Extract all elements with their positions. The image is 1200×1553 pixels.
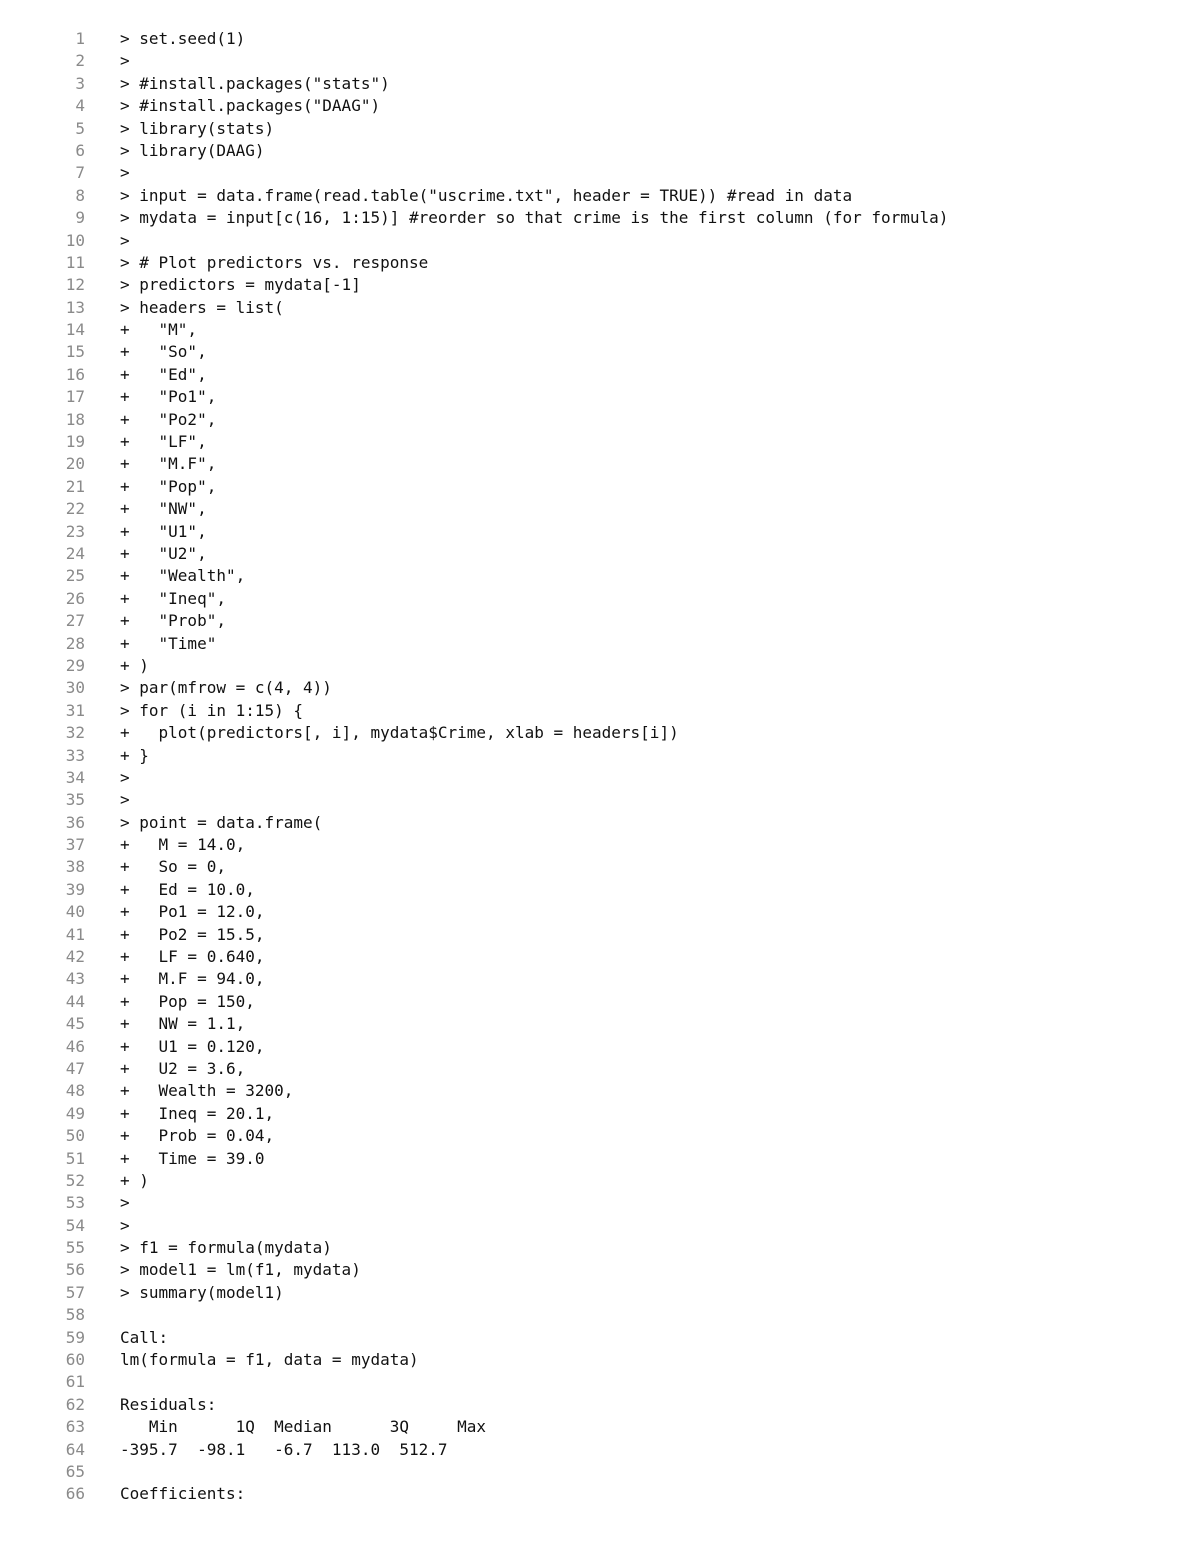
gutter-gap	[85, 1327, 120, 1349]
code-text: > headers = list(	[120, 297, 284, 317]
code-line	[0, 297, 1200, 319]
code-line	[0, 1416, 1200, 1438]
code-text: + Po1 = 12.0,	[120, 902, 265, 922]
line-number: 64	[65, 1439, 85, 1459]
code-line	[0, 185, 1200, 207]
code-line	[0, 252, 1200, 274]
line-number: 9	[75, 208, 85, 228]
line-number: 30	[65, 678, 85, 698]
code-text: + Ed = 10.0,	[120, 879, 255, 899]
code-text: >	[120, 163, 130, 183]
gutter-gap	[85, 856, 120, 878]
gutter-gap	[85, 655, 120, 677]
line-number: 13	[65, 297, 85, 317]
code-line	[0, 73, 1200, 95]
code-line	[0, 1349, 1200, 1371]
code-text: >	[120, 767, 130, 787]
code-text: + LF = 0.640,	[120, 947, 265, 967]
code-line	[0, 1439, 1200, 1461]
code-line	[0, 453, 1200, 475]
code-text: > model1 = lm(f1, mydata)	[120, 1260, 361, 1280]
line-number: 36	[65, 812, 85, 832]
code-text	[120, 1371, 1200, 1393]
code-line	[0, 207, 1200, 229]
line-number: 10	[65, 230, 85, 250]
code-text: >	[120, 1215, 130, 1235]
gutter-gap	[85, 991, 120, 1013]
gutter-gap	[85, 633, 120, 655]
gutter-gap	[85, 901, 120, 923]
gutter-gap	[85, 543, 120, 565]
code-line	[0, 498, 1200, 520]
code-line	[0, 1080, 1200, 1102]
gutter-gap	[85, 1036, 120, 1058]
gutter-gap	[85, 118, 120, 140]
line-number: 35	[65, 790, 85, 810]
line-number: 6	[75, 140, 85, 160]
code-text: + plot(predictors[, i], mydata$Crime, xlab = headers[i])	[120, 723, 679, 743]
line-number: 53	[65, 1193, 85, 1213]
code-line	[0, 50, 1200, 72]
code-text: + Ineq = 20.1,	[120, 1103, 275, 1123]
code-text: > library(DAAG)	[120, 140, 265, 160]
line-number: 11	[65, 252, 85, 272]
line-number: 54	[65, 1215, 85, 1235]
code-line	[0, 230, 1200, 252]
line-number: 57	[65, 1282, 85, 1302]
code-text: > #install.packages("DAAG")	[120, 96, 381, 116]
code-line	[0, 901, 1200, 923]
line-number: 66	[65, 1484, 85, 1504]
line-number: 31	[65, 700, 85, 720]
code-text: + "Prob",	[120, 611, 226, 631]
code-line	[0, 924, 1200, 946]
line-number: 12	[65, 275, 85, 295]
code-text: > # Plot predictors vs. response	[120, 252, 429, 272]
code-line	[0, 1483, 1200, 1505]
gutter-gap	[85, 386, 120, 408]
line-number: 28	[65, 633, 85, 653]
gutter-gap	[85, 1192, 120, 1214]
gutter-gap	[85, 968, 120, 990]
code-line	[0, 319, 1200, 341]
code-text: > par(mfrow = c(4, 4))	[120, 678, 332, 698]
gutter-gap	[85, 1304, 120, 1326]
code-text: Call:	[120, 1327, 169, 1347]
gutter-gap	[85, 521, 120, 543]
code-text: Residuals:	[120, 1394, 217, 1414]
gutter-gap	[85, 162, 120, 184]
code-text: + U2 = 3.6,	[120, 1058, 246, 1078]
code-line	[0, 1237, 1200, 1259]
gutter-gap	[85, 453, 120, 475]
line-number: 44	[65, 991, 85, 1011]
gutter-gap	[85, 1148, 120, 1170]
code-text: + Po2 = 15.5,	[120, 924, 265, 944]
code-line	[0, 834, 1200, 856]
gutter-gap	[85, 319, 120, 341]
gutter-gap	[85, 1125, 120, 1147]
code-line	[0, 677, 1200, 699]
code-line	[0, 162, 1200, 184]
line-number: 19	[65, 432, 85, 452]
line-number: 42	[65, 947, 85, 967]
code-text: > #install.packages("stats")	[120, 73, 390, 93]
code-line	[0, 1327, 1200, 1349]
gutter-gap	[85, 476, 120, 498]
gutter-gap	[85, 28, 120, 50]
line-number: 38	[65, 857, 85, 877]
line-number: 1	[75, 29, 85, 48]
code-line	[0, 1304, 1200, 1326]
gutter-gap	[85, 722, 120, 744]
code-text: + NW = 1.1,	[120, 1014, 246, 1034]
code-text: + "Ed",	[120, 364, 207, 384]
gutter-gap	[85, 185, 120, 207]
line-number: 7	[75, 163, 85, 183]
gutter-gap	[85, 341, 120, 363]
line-number: 48	[65, 1081, 85, 1101]
line-number: 26	[65, 588, 85, 608]
code-line	[0, 1058, 1200, 1080]
code-line	[0, 386, 1200, 408]
code-line	[0, 565, 1200, 587]
code-text: + M.F = 94.0,	[120, 969, 265, 989]
line-number: 18	[65, 409, 85, 429]
gutter-gap	[85, 431, 120, 453]
code-text: + "NW",	[120, 499, 207, 519]
line-number: 33	[65, 745, 85, 765]
code-text: + "U2",	[120, 543, 207, 563]
line-number: 50	[65, 1126, 85, 1146]
gutter-gap	[85, 252, 120, 274]
code-text: + Prob = 0.04,	[120, 1126, 275, 1146]
line-number: 51	[65, 1148, 85, 1168]
code-line	[0, 588, 1200, 610]
gutter-gap	[85, 73, 120, 95]
gutter-gap	[85, 1461, 120, 1483]
line-number: 46	[65, 1036, 85, 1056]
line-number: 41	[65, 924, 85, 944]
code-text: > predictors = mydata[-1]	[120, 275, 361, 295]
line-number: 23	[65, 521, 85, 541]
code-line	[0, 476, 1200, 498]
code-text: + "M",	[120, 320, 198, 340]
code-line	[0, 1394, 1200, 1416]
code-listing	[0, 28, 1200, 1506]
line-number: 5	[75, 118, 85, 138]
line-number: 15	[65, 342, 85, 362]
code-line	[0, 946, 1200, 968]
code-line	[0, 274, 1200, 296]
code-text: + "So",	[120, 342, 207, 362]
gutter-gap	[85, 1394, 120, 1416]
code-line	[0, 1259, 1200, 1281]
code-text: + "U1",	[120, 521, 207, 541]
code-line	[0, 1192, 1200, 1214]
code-line	[0, 1282, 1200, 1304]
code-text: + M = 14.0,	[120, 835, 246, 855]
gutter-gap	[85, 1013, 120, 1035]
code-line	[0, 968, 1200, 990]
code-line	[0, 28, 1200, 50]
gutter-gap	[85, 1237, 120, 1259]
gutter-gap	[85, 588, 120, 610]
code-text: + }	[120, 745, 149, 765]
code-line	[0, 341, 1200, 363]
gutter-gap	[85, 879, 120, 901]
line-number: 22	[65, 499, 85, 519]
code-text: > input = data.frame(read.table("uscrime.txt", header = TRUE)) #read in data	[120, 185, 853, 205]
gutter-gap	[85, 230, 120, 252]
code-line	[0, 722, 1200, 744]
code-line	[0, 140, 1200, 162]
code-line	[0, 610, 1200, 632]
code-line	[0, 1013, 1200, 1035]
gutter-gap	[85, 409, 120, 431]
gutter-gap	[85, 767, 120, 789]
line-number: 65	[65, 1462, 85, 1481]
code-line	[0, 856, 1200, 878]
gutter-gap	[85, 1215, 120, 1237]
code-line	[0, 879, 1200, 901]
line-number: 39	[65, 879, 85, 899]
gutter-gap	[85, 297, 120, 319]
line-number: 47	[65, 1058, 85, 1078]
code-text: >	[120, 230, 130, 250]
code-text: + "Po1",	[120, 387, 217, 407]
code-line	[0, 1461, 1200, 1483]
code-line	[0, 745, 1200, 767]
code-line	[0, 95, 1200, 117]
code-text: + Wealth = 3200,	[120, 1081, 294, 1101]
line-number: 56	[65, 1260, 85, 1280]
gutter-gap	[85, 834, 120, 856]
code-line	[0, 1215, 1200, 1237]
gutter-gap	[85, 1349, 120, 1371]
line-number: 45	[65, 1014, 85, 1034]
gutter-gap	[85, 745, 120, 767]
line-number: 29	[65, 655, 85, 675]
code-text: >	[120, 51, 130, 71]
code-line	[0, 767, 1200, 789]
line-number: 61	[65, 1372, 85, 1392]
line-number: 55	[65, 1238, 85, 1258]
line-number: 62	[65, 1394, 85, 1414]
code-text: > library(stats)	[120, 118, 275, 138]
gutter-gap	[85, 1259, 120, 1281]
code-text: > set.seed(1)	[120, 29, 246, 48]
line-number: 34	[65, 767, 85, 787]
line-number: 58	[65, 1305, 85, 1325]
gutter-gap	[85, 565, 120, 587]
line-number: 4	[75, 96, 85, 116]
code-text	[120, 1304, 1200, 1326]
gutter-gap	[85, 1439, 120, 1461]
gutter-gap	[85, 1371, 120, 1393]
code-line	[0, 409, 1200, 431]
line-number: 27	[65, 611, 85, 631]
code-text: + Time = 39.0	[120, 1148, 265, 1168]
gutter-gap	[85, 1170, 120, 1192]
line-number: 49	[65, 1103, 85, 1123]
code-line	[0, 364, 1200, 386]
code-line	[0, 789, 1200, 811]
gutter-gap	[85, 677, 120, 699]
gutter-gap	[85, 812, 120, 834]
line-number: 43	[65, 969, 85, 989]
code-text: lm(formula = f1, data = mydata)	[120, 1350, 419, 1370]
line-number: 59	[65, 1327, 85, 1347]
code-line	[0, 700, 1200, 722]
gutter-gap	[85, 1416, 120, 1438]
code-text: + )	[120, 1170, 149, 1190]
code-line	[0, 655, 1200, 677]
code-line	[0, 1371, 1200, 1393]
code-text: + U1 = 0.120,	[120, 1036, 265, 1056]
code-text: + "Pop",	[120, 476, 217, 496]
gutter-gap	[85, 498, 120, 520]
code-text: >	[120, 790, 130, 810]
code-text: + So = 0,	[120, 857, 226, 877]
code-text: > f1 = formula(mydata)	[120, 1238, 332, 1258]
gutter-gap	[85, 700, 120, 722]
line-number: 25	[65, 566, 85, 586]
code-line	[0, 991, 1200, 1013]
gutter-gap	[85, 140, 120, 162]
code-text: Coefficients:	[120, 1484, 246, 1504]
line-number: 52	[65, 1170, 85, 1190]
code-text: + "Wealth",	[120, 566, 246, 586]
code-text: + "Po2",	[120, 409, 217, 429]
line-number: 63	[65, 1417, 85, 1437]
gutter-gap	[85, 1058, 120, 1080]
line-number: 60	[65, 1350, 85, 1370]
code-text: > point = data.frame(	[120, 812, 323, 832]
gutter-gap	[85, 1483, 120, 1505]
gutter-gap	[85, 95, 120, 117]
gutter-gap	[85, 364, 120, 386]
gutter-gap	[85, 946, 120, 968]
code-text: Min 1Q Median 3Q Max	[120, 1417, 487, 1437]
code-line	[0, 1103, 1200, 1125]
line-number: 2	[75, 51, 85, 71]
code-line	[0, 812, 1200, 834]
line-number: 14	[65, 320, 85, 340]
code-line	[0, 543, 1200, 565]
code-text: + "Time"	[120, 633, 217, 653]
line-number: 17	[65, 387, 85, 407]
code-line	[0, 431, 1200, 453]
code-line	[0, 1125, 1200, 1147]
line-number: 24	[65, 543, 85, 563]
gutter-gap	[85, 50, 120, 72]
gutter-gap	[85, 610, 120, 632]
code-text	[120, 1461, 1200, 1483]
code-line	[0, 118, 1200, 140]
gutter-gap	[85, 1282, 120, 1304]
line-number: 3	[75, 73, 85, 93]
code-line	[0, 1036, 1200, 1058]
line-number: 37	[65, 835, 85, 855]
code-line	[0, 1148, 1200, 1170]
code-line	[0, 521, 1200, 543]
gutter-gap	[85, 1103, 120, 1125]
line-number: 8	[75, 185, 85, 205]
code-text: > summary(model1)	[120, 1282, 284, 1302]
line-number: 20	[65, 454, 85, 474]
code-line	[0, 633, 1200, 655]
code-text: + )	[120, 655, 149, 675]
code-text: > mydata = input[c(16, 1:15)] #reorder so that crime is the first column (for formula)	[120, 208, 949, 228]
line-number: 40	[65, 902, 85, 922]
gutter-gap	[85, 789, 120, 811]
code-text: -395.7 -98.1 -6.7 113.0 512.7	[120, 1439, 448, 1459]
code-text: + "M.F",	[120, 454, 217, 474]
gutter-gap	[85, 924, 120, 946]
line-number: 32	[65, 723, 85, 743]
line-number: 21	[65, 476, 85, 496]
code-line	[0, 1170, 1200, 1192]
code-text: + "LF",	[120, 432, 207, 452]
code-text: + Pop = 150,	[120, 991, 255, 1011]
code-text: >	[120, 1193, 130, 1213]
code-text: > for (i in 1:15) {	[120, 700, 304, 720]
gutter-gap	[85, 207, 120, 229]
gutter-gap	[85, 274, 120, 296]
code-text: + "Ineq",	[120, 588, 226, 608]
gutter-gap	[85, 1080, 120, 1102]
line-number: 16	[65, 364, 85, 384]
